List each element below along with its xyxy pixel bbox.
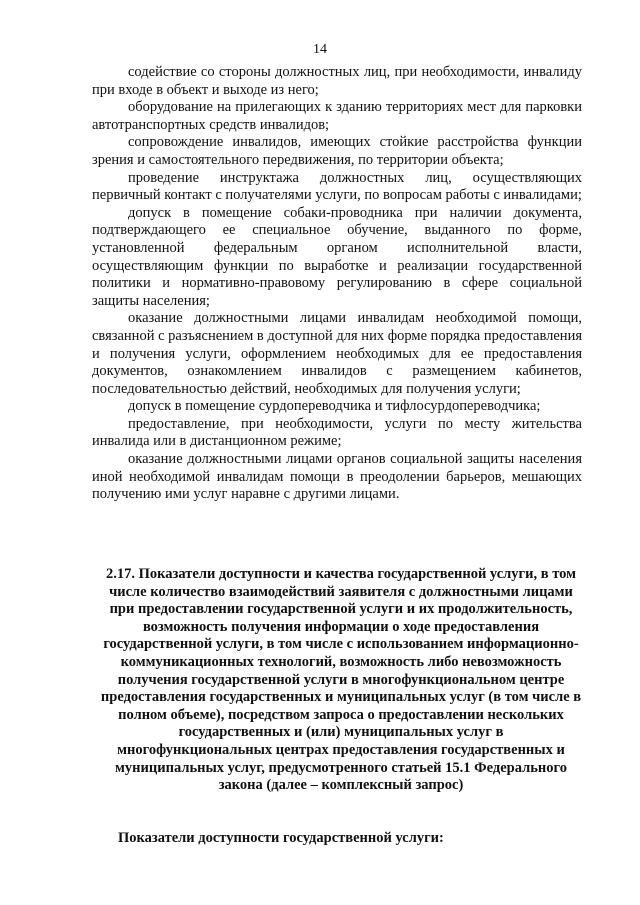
subheading: Показатели доступности государственной услуги: [118,830,444,846]
paragraph: содействие со стороны должностных лиц, при необходимости, инвалиду при входе в объект и выходе из него; [92,64,582,98]
paragraph: предоставление, при необходимости, услуги по месту жительства инвалида или в дистанционном режиме; [92,415,582,450]
section-heading-text: 2.17. Показатели доступности и качества государственной услуги, в том числе количество взаимодействий заявителя с должностными лицами при предоставлении государственной услуги и их продолжительность, возможность получения информации о ходе предоставления государственной услуги, в том числе с использованием информационно-коммуникационных технологий, возможность либо невозможность получения государственной услуги в многофункциональном центре предоставления государственных и муниципальных услуг (в том числе в полном объеме), посредством запроса о предоставлении нескольких государственных и (или) муниципальных услуг в многофункциональных центрах предоставления государственных и муниципальных услуг, предусмотренного статьей 15.1 Федерального закона (далее – комплексный запрос) [100,566,582,794]
paragraph: проведение инструктажа должностных лиц, осуществляющих первичный контакт с получателями услуги, по вопросам работы с инвалидами; [92,169,582,204]
paragraph: допуск в помещение сурдопереводчика и тифлосурдопереводчика; [128,398,541,415]
paragraph: оказание должностными лицами органов социальной защиты населения иной необходимой инвалидам помощи в преодолении барьеров, мешающих получению ими услуг наравне с другими лицами. [92,451,582,503]
paragraph: допуск в помещение собаки-проводника при наличии документа, подтверждающего ее специальное обучение, выданного по форме, установленной федеральным органом исполнительной власти, осуществляющим функции по выработке и реализации государственной политики и нормативно-правовому регулированию в сфере социальной защиты населения; [92,204,582,309]
body-text [92,64,582,504]
page-number: 14 [313,42,327,57]
paragraph: оказание должностными лицами инвалидам необходимой помощи, связанной с разъяснением в доступной для них форме порядка предоставления и получения услуги, оформлением необходимых для ее предоставления документов, ознакомлением инвалидов с размещением кабинетов, последовательностью действий, необходимых для получения услуги; [92,310,582,397]
paragraph: оборудование на прилегающих к зданию территориях мест для парковки автотранспортных средств инвалидов; [92,99,582,133]
paragraph: сопровождение инвалидов, имеющих стойкие расстройства функции зрения и самостоятельного передвижения, по территории объекта; [92,134,582,168]
section-heading [100,566,582,795]
